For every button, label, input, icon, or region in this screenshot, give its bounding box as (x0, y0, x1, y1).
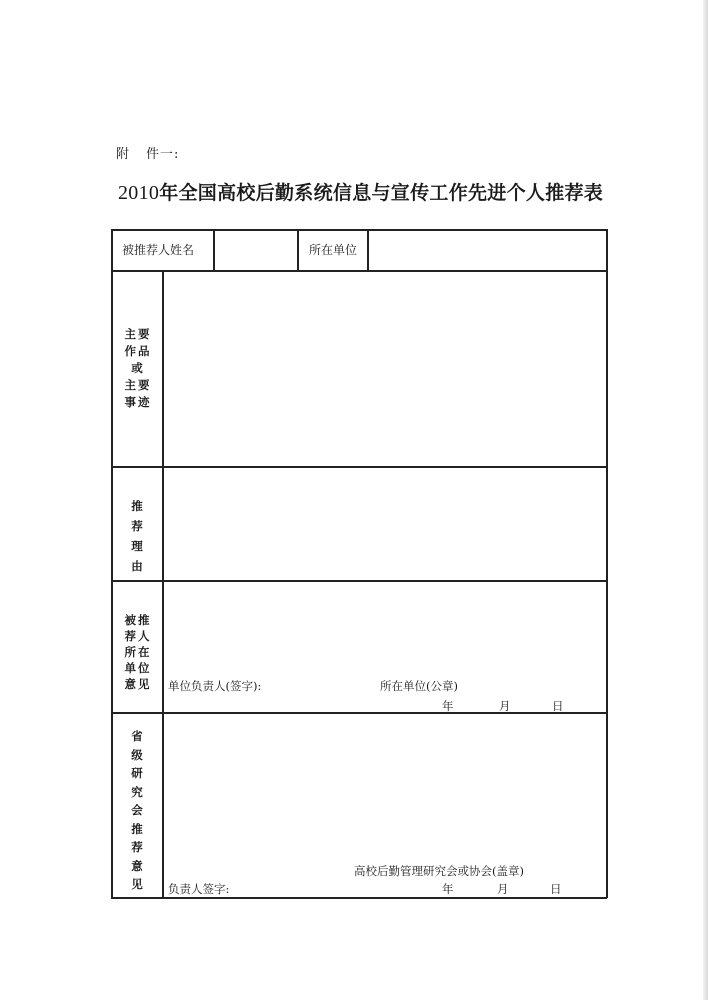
unit-date-year: 年 (442, 699, 454, 713)
form-title-year: 2010 (118, 182, 160, 204)
provincial-opinion-label-line: 研 (131, 766, 145, 780)
works-label-line: 作品 (124, 344, 152, 358)
attachment-label-left: 附 (116, 147, 131, 162)
works-label (118, 326, 158, 411)
reason-label-line: 理 (131, 539, 145, 553)
provincial-date-month: 月 (497, 882, 509, 896)
reason-label-line: 荐 (131, 519, 145, 533)
table-line-row2 (111, 466, 607, 468)
table-line-right (606, 229, 608, 898)
nominee-name-field[interactable] (215, 231, 296, 269)
unit-opinion-label (118, 612, 158, 692)
unit-opinion-label-line: 荐人 (124, 629, 152, 643)
works-label-line: 事迹 (124, 395, 152, 409)
unit-date-day: 日 (552, 699, 564, 713)
works-label-line: 或 (131, 361, 145, 375)
works-content-field[interactable] (165, 273, 605, 465)
table-line-row4 (111, 712, 607, 714)
table-line-header-b (297, 229, 299, 271)
provincial-opinion-label-line: 推 (131, 821, 145, 836)
provincial-opinion-label-line: 意 (131, 858, 145, 873)
provincial-date-day: 日 (550, 882, 562, 896)
works-label-line: 主要 (124, 327, 152, 341)
form-title-text: 年全国高校后勤系统信息与宣传工作先进个人推荐表 (159, 182, 604, 204)
provincial-seal-label: 高校后勤管理研究会或协会(盖章) (354, 864, 524, 878)
works-label-line: 主要 (124, 378, 152, 392)
form-title (118, 178, 604, 205)
table-line-row3 (111, 580, 607, 582)
unit-label: 所在单位 (309, 243, 358, 257)
unit-head-signature-label: 单位负责人(签字): (168, 679, 262, 693)
table-line-left (111, 229, 113, 898)
table-line-bottom (111, 897, 607, 899)
provincial-date-year: 年 (442, 882, 454, 896)
unit-date-month: 月 (499, 699, 511, 713)
provincial-signature-label: 负责人签字: (168, 882, 230, 896)
provincial-opinion-label-line: 省 (131, 729, 145, 743)
unit-opinion-label-line: 单位 (124, 661, 152, 675)
table-line-label-col (162, 270, 164, 898)
provincial-opinion-label-line: 见 (131, 877, 145, 891)
attachment-label (116, 143, 179, 162)
nominee-name-label: 被推荐人姓名 (122, 243, 195, 257)
unit-opinion-label-line: 所在 (124, 645, 152, 659)
unit-seal-label: 所在单位(公章) (380, 679, 458, 693)
provincial-opinion-label-line: 荐 (131, 840, 145, 854)
reason-label (118, 496, 158, 576)
provincial-opinion-label-line: 会 (131, 803, 145, 817)
unit-field[interactable] (369, 231, 605, 269)
attachment-label-right: 件一: (146, 147, 180, 162)
reason-label-line: 推 (131, 499, 145, 513)
unit-opinion-label-line: 被推 (124, 613, 152, 627)
unit-opinion-label-line: 意见 (124, 677, 152, 691)
scan-edge (703, 0, 708, 1000)
reason-label-line: 由 (131, 559, 145, 573)
provincial-opinion-label-line: 究 (131, 784, 145, 799)
table-line-row1 (111, 270, 607, 272)
reason-content-field[interactable] (165, 469, 605, 579)
provincial-opinion-label (118, 727, 158, 894)
provincial-opinion-label-line: 级 (131, 747, 145, 762)
